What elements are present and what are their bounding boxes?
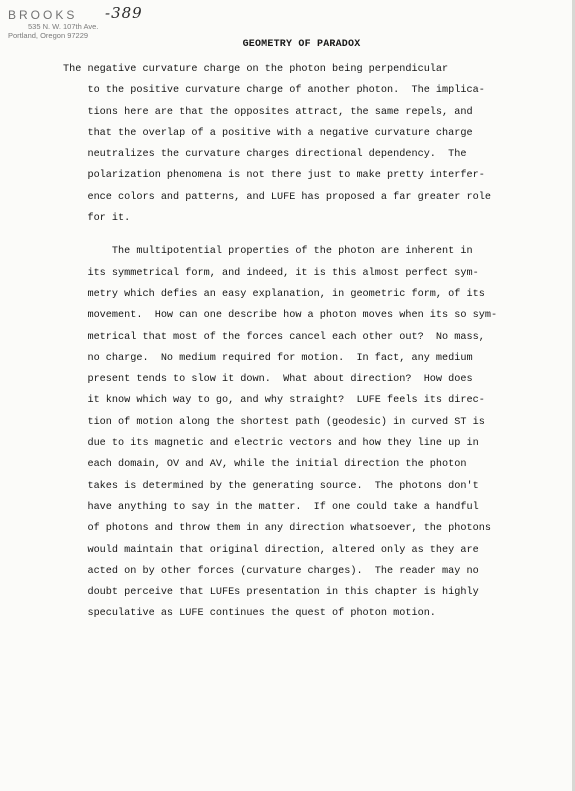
text-line: doubt perceive that LUFEs presentation in this chapter is highly <box>63 587 479 599</box>
text-line: The multipotential properties of the photon are inherent in <box>63 246 473 258</box>
paragraph-2 <box>63 241 563 624</box>
text-line: would maintain that original direction, altered only as they are <box>63 544 479 556</box>
text-line: metry which defies an easy explanation, in geometric form, of its <box>63 288 485 300</box>
text-line: polarization phenomena is not there just to make pretty interfer- <box>63 170 485 182</box>
text-line: have anything to say in the matter. If one could take a handful <box>63 501 479 513</box>
text-line: The negative curvature charge on the photon being perpendicular <box>63 64 449 75</box>
text-line: neutralizes the curvature charges directional dependency. The <box>63 149 467 161</box>
stamp-name: BROOKS <box>8 8 78 22</box>
text-line: each domain, OV and AV, while the initial direction the photon <box>63 459 467 471</box>
document-title <box>0 39 575 50</box>
text-line: it know which way to go, and why straight? LUFE feels its direc- <box>63 395 485 407</box>
text-line: its symmetrical form, and indeed, it is this almost perfect sym- <box>63 267 479 279</box>
text-line: that the overlap of a positive with a negative curvature charge <box>63 127 473 139</box>
text-line: ence colors and patterns, and LUFE has proposed a far greater role <box>63 191 491 203</box>
document-body <box>63 59 563 625</box>
text-line: acted on by other forces (curvature charges). The reader may no <box>63 565 479 577</box>
text-line: metrical that most of the forces cancel each other out? No mass, <box>63 331 485 343</box>
text-line: no charge. No medium required for motion. In fact, any medium <box>63 352 473 364</box>
text-line: of photons and throw them in any direction whatsoever, the photons <box>63 523 491 535</box>
text-line: takes is determined by the generating source. The photons don't <box>63 480 479 492</box>
paragraph-1 <box>63 59 563 229</box>
text-line: for it. <box>63 213 131 225</box>
handwritten-page-reference: -389 <box>105 4 143 22</box>
document-title-text: GEOMETRY OF PARADOX <box>242 39 361 50</box>
text-line: to the positive curvature charge of another photon. The implica- <box>63 85 485 97</box>
text-line: movement. How can one describe how a photon moves when its so sym- <box>63 310 498 322</box>
address-stamp <box>8 9 98 40</box>
text-line: tions here are that the opposites attract, the same repels, and <box>63 106 473 118</box>
stamp-address-line1: 535 N. W. 107th Ave. <box>28 22 99 31</box>
stamp-address-line2: Portland, Oregon 97229 <box>8 31 89 40</box>
text-line: tion of motion along the shortest path (geodesic) in curved ST is <box>63 416 485 428</box>
text-line: due to its magnetic and electric vectors and how they line up in <box>63 438 479 450</box>
paragraph-gap <box>63 229 563 241</box>
text-line: present tends to slow it down. What about direction? How does <box>63 374 473 386</box>
text-line: speculative as LUFE continues the quest of photon motion. <box>63 608 436 620</box>
